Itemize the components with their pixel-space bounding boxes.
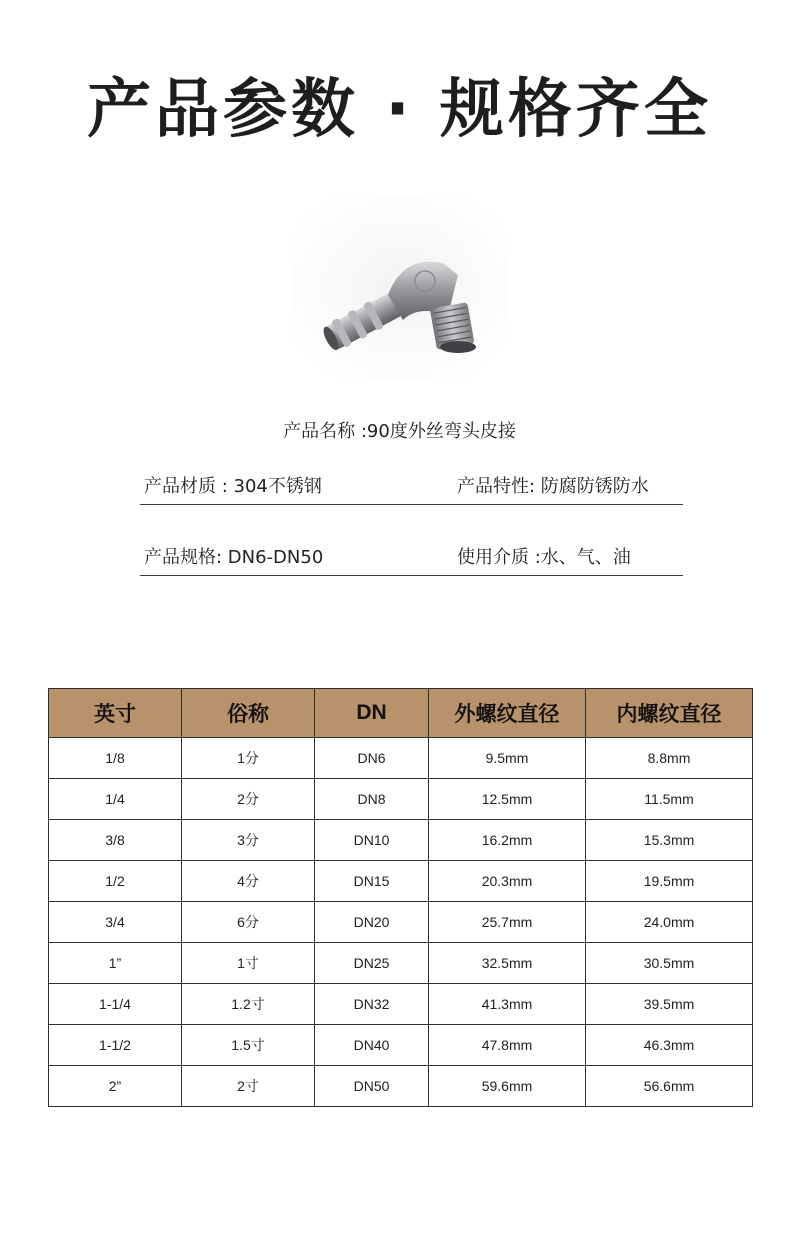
cell-inch: 3/4: [49, 902, 182, 943]
cell-common-name: 2分: [182, 779, 315, 820]
spec-row-size: [140, 541, 683, 576]
cell-common-name: 6分: [182, 902, 315, 943]
cell-inner-diameter: 39.5mm: [586, 984, 753, 1025]
header-outer-thread-diameter: 外螺纹直径: [429, 689, 586, 738]
product-name: 产品名称 :90度外丝弯头皮接: [283, 421, 516, 442]
spec-feature: 产品特性: 防腐防锈防水: [457, 476, 649, 497]
cell-inner-diameter: 8.8mm: [586, 738, 753, 779]
header-inner-thread-diameter: 内螺纹直径: [586, 689, 753, 738]
table-row: [49, 820, 753, 861]
cell-inch: 1”: [49, 943, 182, 984]
cell-outer-diameter: 32.5mm: [429, 943, 586, 984]
spec-size: 产品规格: DN6-DN50: [144, 547, 324, 568]
cell-outer-diameter: 20.3mm: [429, 861, 586, 902]
cell-inner-diameter: 15.3mm: [586, 820, 753, 861]
cell-inch: 2”: [49, 1066, 182, 1107]
cell-common-name: 1.5寸: [182, 1025, 315, 1066]
cell-inch: 1/2: [49, 861, 182, 902]
cell-dn: DN10: [315, 820, 429, 861]
table-row: [49, 943, 753, 984]
table-row: [49, 779, 753, 820]
cell-outer-diameter: 59.6mm: [429, 1066, 586, 1107]
cell-outer-diameter: 41.3mm: [429, 984, 586, 1025]
cell-dn: DN8: [315, 779, 429, 820]
cell-inch: 1/4: [49, 779, 182, 820]
cell-common-name: 4分: [182, 861, 315, 902]
cell-dn: DN6: [315, 738, 429, 779]
cell-common-name: 2寸: [182, 1066, 315, 1107]
spec-table: [48, 688, 753, 1107]
cell-inch: 1-1/2: [49, 1025, 182, 1066]
product-image-elbow-fitting: [293, 195, 508, 380]
cell-outer-diameter: 16.2mm: [429, 820, 586, 861]
table-header-row: [49, 689, 753, 738]
header-inch: 英寸: [49, 689, 182, 738]
cell-common-name: 1.2寸: [182, 984, 315, 1025]
cell-outer-diameter: 47.8mm: [429, 1025, 586, 1066]
cell-inner-diameter: 46.3mm: [586, 1025, 753, 1066]
cell-inner-diameter: 30.5mm: [586, 943, 753, 984]
cell-dn: DN40: [315, 1025, 429, 1066]
spec-material: 产品材质 : 304不锈钢: [144, 476, 322, 497]
cell-common-name: 1分: [182, 738, 315, 779]
cell-common-name: 3分: [182, 820, 315, 861]
table-row: [49, 1025, 753, 1066]
cell-inner-diameter: 11.5mm: [586, 779, 753, 820]
table-row: [49, 738, 753, 779]
cell-inch: 1/8: [49, 738, 182, 779]
table-row: [49, 984, 753, 1025]
cell-outer-diameter: 25.7mm: [429, 902, 586, 943]
cell-dn: DN50: [315, 1066, 429, 1107]
cell-outer-diameter: 9.5mm: [429, 738, 586, 779]
spec-row-material: [140, 470, 683, 505]
cell-dn: DN32: [315, 984, 429, 1025]
cell-inner-diameter: 24.0mm: [586, 902, 753, 943]
cell-outer-diameter: 12.5mm: [429, 779, 586, 820]
cell-inner-diameter: 19.5mm: [586, 861, 753, 902]
cell-dn: DN15: [315, 861, 429, 902]
cell-inch: 1-1/4: [49, 984, 182, 1025]
spec-medium: 使用介质 :水、气、油: [457, 547, 631, 568]
table-row: [49, 861, 753, 902]
cell-dn: DN25: [315, 943, 429, 984]
page-title: 产品参数 · 规格齐全: [87, 73, 712, 147]
cell-dn: DN20: [315, 902, 429, 943]
cell-inch: 3/8: [49, 820, 182, 861]
header-common-name: 俗称: [182, 689, 315, 738]
table-row: [49, 1066, 753, 1107]
cell-common-name: 1寸: [182, 943, 315, 984]
header-dn: DN: [315, 689, 429, 738]
table-row: [49, 902, 753, 943]
cell-inner-diameter: 56.6mm: [586, 1066, 753, 1107]
